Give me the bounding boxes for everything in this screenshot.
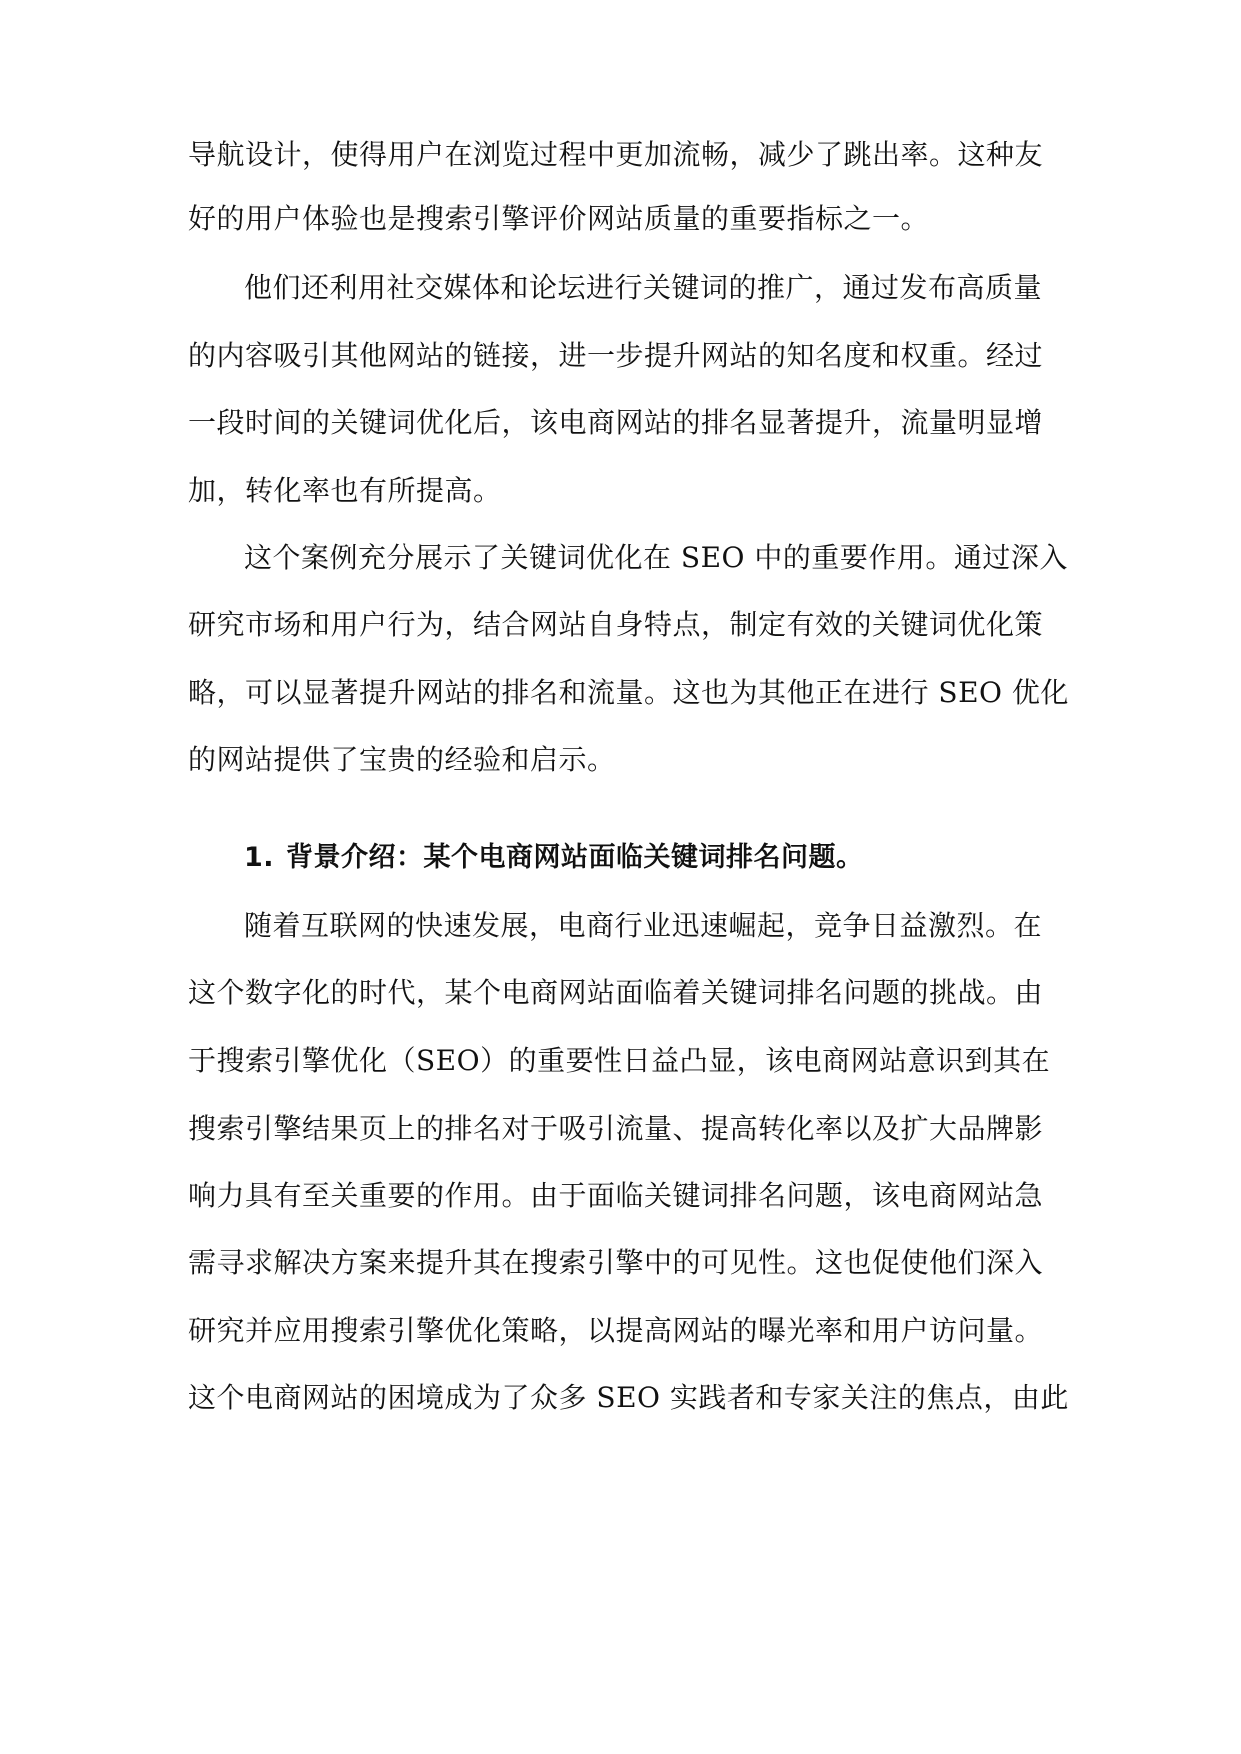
section-paragraph-line-1: 随着互联网的快速发展，电商行业迅速崛起，竞争日益激烈。在: [244, 909, 1043, 942]
paragraph-2-line-2: 的内容吸引其他网站的链接，进一步提升网站的知名度和权重。经过: [188, 339, 1044, 372]
section-paragraph-line-2: 这个数字化的时代，某个电商网站面临着关键词排名问题的挑战。由: [188, 976, 1044, 1009]
paragraph-1-line-1: 导航设计，使得用户在浏览过程中更加流畅，减少了跳出率。这种友: [188, 138, 1044, 171]
section-heading: [244, 838, 1124, 878]
section-number: 1.: [244, 842, 275, 873]
section-paragraph-line-6: 需寻求解决方案来提升其在搜索引擎中的可见性。这也促使他们深入: [188, 1246, 1044, 1279]
section-paragraph-line-4: 搜索引擎结果页上的排名对于吸引流量、提高转化率以及扩大品牌影: [188, 1112, 1044, 1145]
paragraph-2-line-3: 一段时间的关键词优化后，该电商网站的排名显著提升，流量明显增: [188, 406, 1044, 439]
section-paragraph-line-3: 于搜索引擎优化（SEO）的重要性日益凸显，该电商网站意识到其在: [188, 1044, 1051, 1077]
section-paragraph-line-7: 研究并应用搜索引擎优化策略，以提高网站的曝光率和用户访问量。: [188, 1314, 1044, 1347]
paragraph-1-line-2: 好的用户体验也是搜索引擎评价网站质量的重要指标之一。: [188, 202, 930, 235]
section-paragraph-line-8: 这个电商网站的困境成为了众多 SEO 实践者和专家关注的焦点，由此: [188, 1381, 1069, 1414]
paragraph-3-line-1: 这个案例充分展示了关键词优化在 SEO 中的重要作用。通过深入: [244, 541, 1068, 574]
section-title: 背景介绍：某个电商网站面临关键词排名问题。: [286, 842, 864, 873]
paragraph-3-line-3: 略，可以显著提升网站的排名和流量。这也为其他正在进行 SEO 优化: [188, 676, 1069, 709]
paragraph-3-line-4: 的网站提供了宝贵的经验和启示。: [188, 743, 616, 776]
paragraph-2-line-4: 加，转化率也有所提高。: [188, 474, 502, 507]
paragraph-3-line-2: 研究市场和用户行为，结合网站自身特点，制定有效的关键词优化策: [188, 608, 1044, 641]
section-paragraph-line-5: 响力具有至关重要的作用。由于面临关键词排名问题，该电商网站急: [188, 1179, 1044, 1212]
paragraph-2-line-1: 他们还利用社交媒体和论坛进行关键词的推广，通过发布高质量: [244, 271, 1043, 304]
